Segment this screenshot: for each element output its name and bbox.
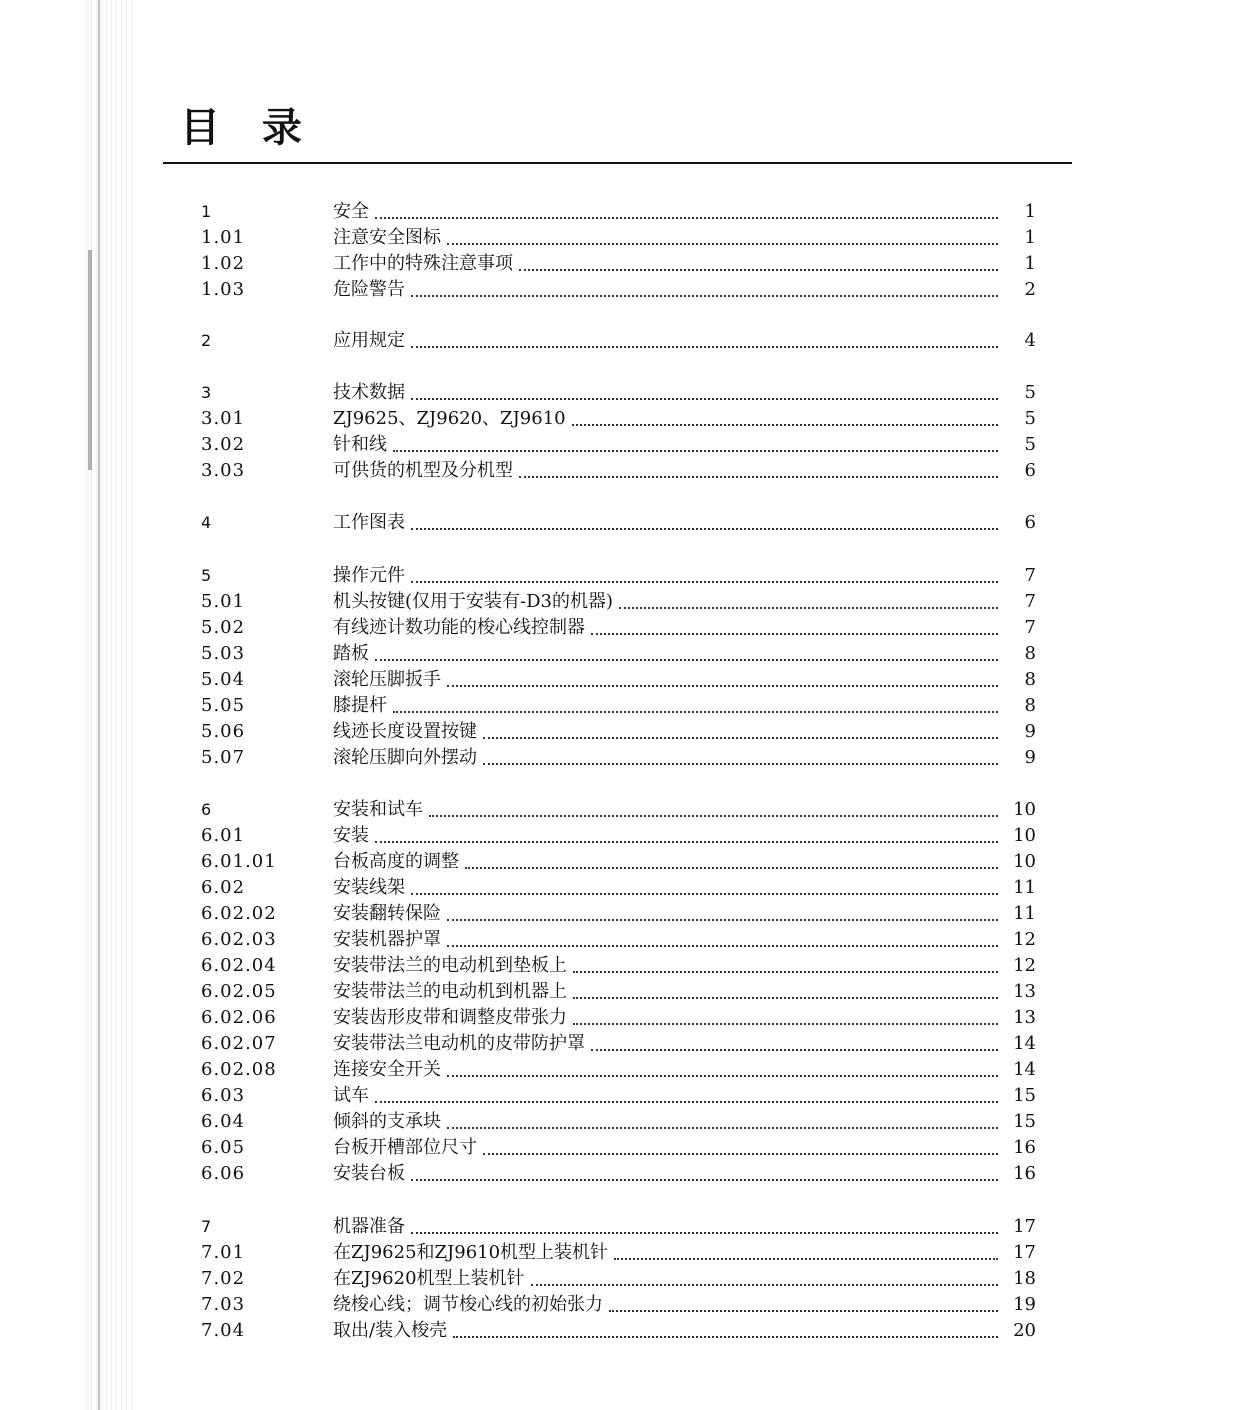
toc-page-number: 13: [1013, 981, 1036, 1002]
dot-leader: [483, 763, 998, 765]
dot-leader: [447, 243, 998, 245]
toc-label: ZJ9625、ZJ9620、ZJ9610: [333, 408, 566, 429]
dot-leader: [375, 1101, 998, 1103]
toc-entry: [333, 953, 998, 979]
toc-page-number: 13: [1013, 1007, 1036, 1028]
toc-label: 工作中的特殊注意事项: [333, 253, 513, 274]
toc-entry: [333, 615, 998, 641]
toc-entry: [333, 979, 998, 1005]
toc-page-number: 9: [1024, 721, 1036, 742]
toc-entry: [333, 745, 998, 771]
toc-entry: [333, 1292, 998, 1318]
toc-section-row: [0, 199, 1244, 225]
dot-leader: [447, 685, 998, 687]
toc-entry: [333, 667, 998, 693]
toc-entry-row: [0, 901, 1244, 927]
toc-entry-row: [0, 1109, 1244, 1135]
toc-page-number: 10: [1013, 825, 1036, 846]
toc-entry: [333, 1005, 998, 1031]
toc-label: 工作图表: [333, 512, 405, 533]
toc-number: 6.02.08: [201, 1059, 277, 1080]
toc-page-number: 17: [1013, 1216, 1036, 1237]
toc-number: 3.02: [201, 434, 246, 455]
toc-entry: [333, 1318, 998, 1344]
dot-leader: [614, 1258, 998, 1260]
toc-entry: [333, 849, 998, 875]
toc-page-number: 11: [1013, 877, 1036, 898]
toc-label: 安装带法兰的电动机到机器上: [333, 981, 567, 1002]
toc-number: 6.04: [201, 1111, 246, 1132]
toc-entry-row: [0, 1135, 1244, 1161]
dot-leader: [411, 346, 998, 348]
dot-leader: [393, 450, 998, 452]
toc-label: 应用规定: [333, 330, 405, 351]
toc-label: 安装齿形皮带和调整皮带张力: [333, 1007, 567, 1028]
dot-leader: [411, 398, 998, 400]
toc-entry-row: [0, 1161, 1244, 1187]
toc-page-number: 15: [1013, 1111, 1036, 1132]
toc-label: 踏板: [333, 643, 369, 664]
toc-entry-row: [0, 823, 1244, 849]
toc-entry-row: [0, 745, 1244, 771]
toc-label: 在ZJ9625和ZJ9610机型上装机针: [333, 1242, 609, 1263]
toc-page-number: 1: [1024, 253, 1036, 274]
toc-entry: [333, 1083, 998, 1109]
toc-number: 6.02.07: [201, 1033, 277, 1054]
dot-leader: [573, 971, 998, 973]
dot-leader: [609, 1310, 998, 1312]
toc-entry-row: [0, 277, 1244, 303]
toc-entry-row: [0, 979, 1244, 1005]
toc-number: 1.03: [201, 279, 246, 300]
toc-entry-row: [0, 927, 1244, 953]
toc-number: 6.06: [201, 1163, 246, 1184]
toc-number: 1.01: [201, 227, 246, 248]
toc-entry-row: [0, 693, 1244, 719]
toc-number: 5.02: [201, 617, 246, 638]
toc-number: 6.02.06: [201, 1007, 277, 1028]
toc-entry: [333, 510, 998, 536]
toc-entry-row: [0, 641, 1244, 667]
toc-entry: [333, 901, 998, 927]
toc-entry: [333, 797, 998, 823]
toc-label: 台板开槽部位尺寸: [333, 1137, 477, 1158]
toc-entry: [333, 693, 998, 719]
toc-entry: [333, 406, 998, 432]
toc-page-number: 4: [1024, 330, 1036, 351]
toc-entry-row: [0, 251, 1244, 277]
toc-label: 试车: [333, 1085, 369, 1106]
toc-number: 5.03: [201, 643, 246, 664]
toc-number: 7.02: [201, 1268, 246, 1289]
toc-number: 3: [201, 383, 213, 402]
toc-entry-row: [0, 667, 1244, 693]
toc-entry-row: [0, 589, 1244, 615]
toc-number: 5.07: [201, 747, 246, 768]
toc-page-number: 8: [1024, 695, 1036, 716]
toc-entry: [333, 1031, 998, 1057]
toc-label: 安装翻转保险: [333, 903, 441, 924]
toc-number: 5.05: [201, 695, 246, 716]
toc-entry-row: [0, 458, 1244, 484]
toc-entry-row: [0, 1005, 1244, 1031]
dot-leader: [519, 476, 998, 478]
toc-entry-row: [0, 432, 1244, 458]
toc-page-number: 11: [1013, 903, 1036, 924]
dot-leader: [447, 1127, 998, 1129]
toc-label: 可供货的机型及分机型: [333, 460, 513, 481]
toc-page-number: 5: [1024, 408, 1036, 429]
toc-entry: [333, 251, 998, 277]
toc-number: 3.01: [201, 408, 246, 429]
toc-entry: [333, 563, 998, 589]
toc-entry-row: [0, 1266, 1244, 1292]
dot-leader: [375, 841, 998, 843]
toc-entry: [333, 1240, 998, 1266]
toc-section-row: [0, 563, 1244, 589]
toc-number: 7: [201, 1217, 213, 1236]
dot-leader: [411, 528, 998, 530]
toc-number: 7.01: [201, 1242, 246, 1263]
toc-entry-row: [0, 1292, 1244, 1318]
toc-page-number: 12: [1013, 929, 1036, 950]
toc-page-number: 7: [1024, 591, 1036, 612]
toc-page-number: 8: [1024, 669, 1036, 690]
toc-entry: [333, 1214, 998, 1240]
toc-page-number: 9: [1024, 747, 1036, 768]
toc-page-number: 6: [1024, 512, 1036, 533]
dot-leader: [519, 269, 998, 271]
toc-label: 安装机器护罩: [333, 929, 441, 950]
toc-entry: [333, 1161, 998, 1187]
dot-leader: [531, 1284, 998, 1286]
toc-number: 5.04: [201, 669, 246, 690]
dot-leader: [447, 1075, 998, 1077]
toc-label: 安装线架: [333, 877, 405, 898]
toc-number: 6.02: [201, 877, 246, 898]
dot-leader: [447, 945, 998, 947]
toc-label: 安全: [333, 201, 369, 222]
toc-page-number: 15: [1013, 1085, 1036, 1106]
toc-page-number: 20: [1013, 1320, 1036, 1341]
toc-entry-row: [0, 849, 1244, 875]
toc-entry: [333, 641, 998, 667]
toc-number: 6.02.02: [201, 903, 277, 924]
toc-number: 1.02: [201, 253, 246, 274]
dot-leader: [483, 737, 998, 739]
toc-entry: [333, 1109, 998, 1135]
toc-label: 安装带法兰的电动机到垫板上: [333, 955, 567, 976]
toc-label: 绕梭心线；调节梭心线的初始张力: [333, 1294, 603, 1315]
toc-label: 台板高度的调整: [333, 851, 459, 872]
toc-page-number: 12: [1013, 955, 1036, 976]
toc-entry: [333, 328, 998, 354]
toc-number: 6.03: [201, 1085, 246, 1106]
toc-page-number: 2: [1024, 279, 1036, 300]
toc-page-number: 19: [1013, 1294, 1036, 1315]
dot-leader: [465, 867, 998, 869]
dot-leader: [411, 893, 998, 895]
toc-page-number: 10: [1013, 799, 1036, 820]
dot-leader: [411, 581, 998, 583]
toc-entry-row: [0, 875, 1244, 901]
toc-entry: [333, 458, 998, 484]
toc-label: 连接安全开关: [333, 1059, 441, 1080]
toc-page-number: 17: [1013, 1242, 1036, 1263]
toc-entry: [333, 875, 998, 901]
toc-section-row: [0, 1214, 1244, 1240]
toc-label: 滚轮压脚向外摆动: [333, 747, 477, 768]
toc-label: 技术数据: [333, 382, 405, 403]
toc-label: 滚轮压脚扳手: [333, 669, 441, 690]
toc-number: 6.05: [201, 1137, 246, 1158]
dot-leader: [453, 1336, 998, 1338]
toc-entry: [333, 277, 998, 303]
page-title: 目 录: [180, 105, 316, 151]
toc-label: 操作元件: [333, 565, 405, 586]
toc-label: 膝提杆: [333, 695, 387, 716]
toc-number: 1: [201, 202, 213, 221]
toc-number: 6.02.03: [201, 929, 277, 950]
dot-leader: [393, 711, 998, 713]
toc-page-number: 16: [1013, 1137, 1036, 1158]
dot-leader: [573, 1023, 998, 1025]
toc-entry: [333, 1266, 998, 1292]
dot-leader: [591, 1049, 998, 1051]
dot-leader: [447, 919, 998, 921]
toc-page-number: 8: [1024, 643, 1036, 664]
toc-entry-row: [0, 1240, 1244, 1266]
toc-number: 5.01: [201, 591, 246, 612]
toc-entry: [333, 1135, 998, 1161]
toc-label: 注意安全图标: [333, 227, 441, 248]
dot-leader: [411, 1179, 998, 1181]
toc-number: 6.02.04: [201, 955, 277, 976]
dot-leader: [573, 997, 998, 999]
toc-label: 机器准备: [333, 1216, 405, 1237]
toc-entry-row: [0, 406, 1244, 432]
toc-label: 在ZJ9620机型上装机针: [333, 1268, 525, 1289]
toc-section-row: [0, 797, 1244, 823]
toc-section-row: [0, 510, 1244, 536]
toc-section-row: [0, 380, 1244, 406]
toc-entry-row: [0, 615, 1244, 641]
toc-number: 4: [201, 513, 213, 532]
toc-number: 7.03: [201, 1294, 246, 1315]
toc-label: 有线迹计数功能的梭心线控制器: [333, 617, 585, 638]
toc-page-number: 18: [1013, 1268, 1036, 1289]
toc-number: 6: [201, 800, 213, 819]
toc-entry-row: [0, 225, 1244, 251]
toc-entry: [333, 199, 998, 225]
toc-number: 5: [201, 566, 213, 585]
dot-leader: [619, 607, 998, 609]
toc-page-number: 7: [1024, 617, 1036, 638]
toc-entry-row: [0, 1318, 1244, 1344]
toc-page-number: 14: [1013, 1033, 1036, 1054]
toc-label: 针和线: [333, 434, 387, 455]
toc-entry: [333, 927, 998, 953]
toc-label: 机头按键(仅用于安装有-D3的机器): [333, 591, 614, 612]
toc-label: 安装台板: [333, 1163, 405, 1184]
toc-entry: [333, 432, 998, 458]
toc-section-row: [0, 328, 1244, 354]
toc-page-number: 5: [1024, 434, 1036, 455]
toc-entry-row: [0, 1083, 1244, 1109]
dot-leader: [591, 633, 998, 635]
toc-page-number: 14: [1013, 1059, 1036, 1080]
dot-leader: [411, 295, 998, 297]
toc-number: 6.02.05: [201, 981, 277, 1002]
toc-page-number: 16: [1013, 1163, 1036, 1184]
toc-page-number: 6: [1024, 460, 1036, 481]
toc-page-number: 1: [1024, 227, 1036, 248]
toc-entry-row: [0, 1031, 1244, 1057]
dot-leader: [483, 1153, 998, 1155]
toc-number: 6.01.01: [201, 851, 277, 872]
toc-label: 安装: [333, 825, 369, 846]
toc-label: 安装和试车: [333, 799, 423, 820]
toc-label: 危险警告: [333, 279, 405, 300]
dot-leader: [375, 659, 998, 661]
toc-label: 线迹长度设置按键: [333, 721, 477, 742]
toc-entry-row: [0, 1057, 1244, 1083]
toc-number: 7.04: [201, 1320, 246, 1341]
toc-entry: [333, 823, 998, 849]
toc-number: 3.03: [201, 460, 246, 481]
toc-entry-row: [0, 719, 1244, 745]
toc-label: 取出/装入梭壳: [333, 1320, 448, 1341]
toc-page-number: 7: [1024, 565, 1036, 586]
toc-page-number: 5: [1024, 382, 1036, 403]
toc-entry: [333, 380, 998, 406]
toc-number: 2: [201, 331, 213, 350]
toc-entry: [333, 719, 998, 745]
toc-entry: [333, 225, 998, 251]
toc-number: 5.06: [201, 721, 246, 742]
toc-label: 倾斜的支承块: [333, 1111, 441, 1132]
dot-leader: [375, 217, 998, 219]
toc-page-number: 10: [1013, 851, 1036, 872]
toc-number: 6.01: [201, 825, 246, 846]
toc-label: 安装带法兰电动机的皮带防护罩: [333, 1033, 585, 1054]
toc-page-number: 1: [1024, 201, 1036, 222]
toc-entry: [333, 589, 998, 615]
toc-entry-row: [0, 953, 1244, 979]
dot-leader: [429, 815, 998, 817]
toc-entry: [333, 1057, 998, 1083]
dot-leader: [411, 1232, 998, 1234]
dot-leader: [572, 424, 998, 426]
